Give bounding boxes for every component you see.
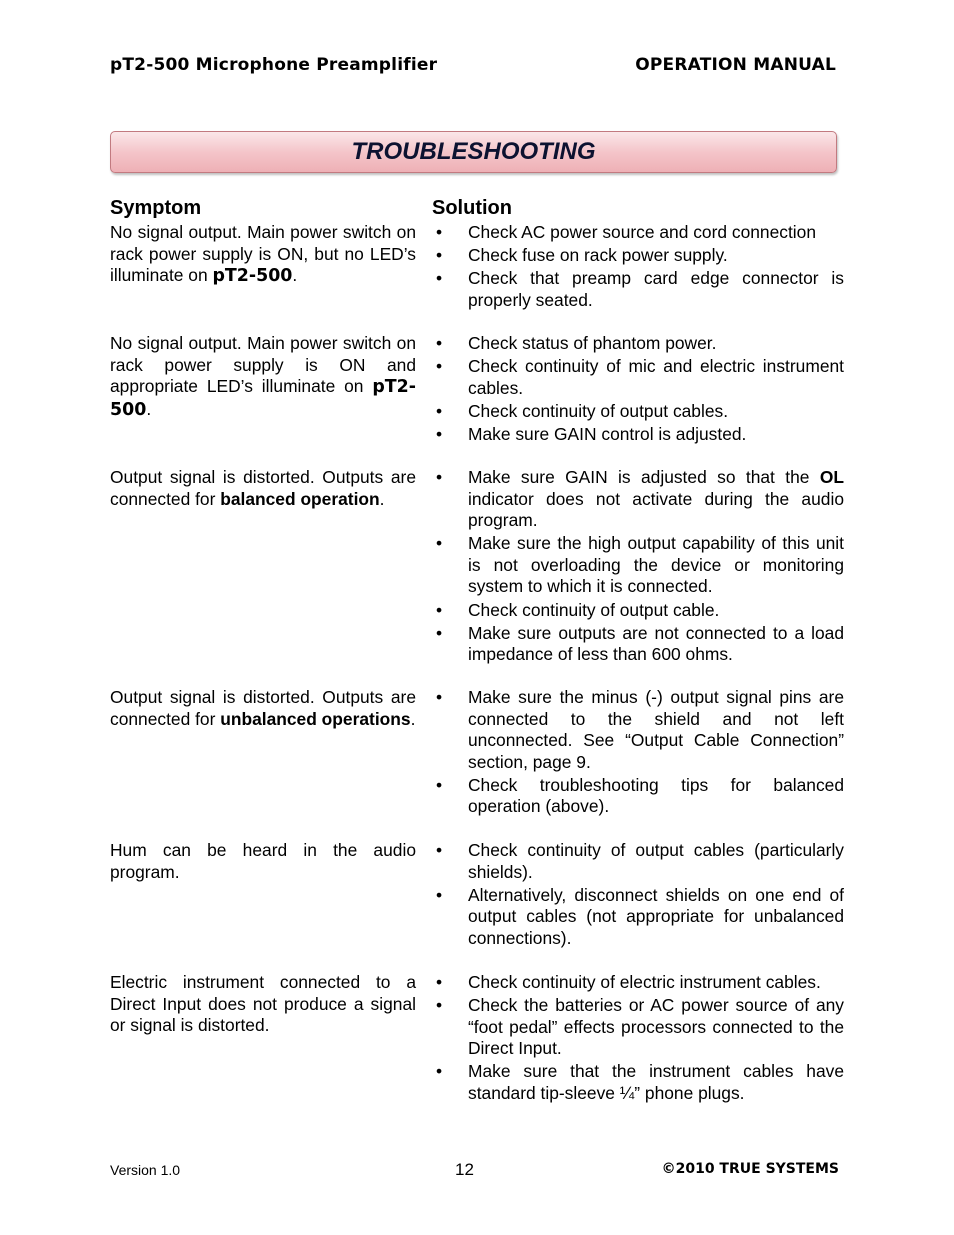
solution-item: • Check troubleshooting tips for balanced operation (above). [436, 774, 844, 817]
solution-item: • Check continuity of output cables. [436, 400, 729, 421]
section-banner [110, 131, 837, 173]
solution-item: • Make sure GAIN control is adjusted. [436, 423, 747, 444]
solution-item: • Make sure the high output capability of this unit is not overloading the device or monitoring system to which it is connected. [436, 533, 844, 597]
solution-list [432, 222, 844, 313]
symptom-column-heading: Symptom [110, 197, 202, 219]
section-title: TROUBLESHOOTING [351, 138, 596, 165]
header-manual-title: OPERATION MANUAL [635, 55, 836, 75]
solution-list [432, 972, 844, 1106]
solution-item: • Check continuity of mic and electric instrument cables. [436, 356, 844, 398]
header-product-name: pT2-500 Microphone Preamplifier [110, 55, 438, 75]
symptom-text: Hum can be heard in the audio program. [110, 840, 416, 882]
symptom-text: Output signal is distorted. Outputs are connected for balanced operation. [110, 467, 416, 509]
footer-copyright: ©2010 TRUE SYSTEMS [661, 1161, 839, 1177]
solution-item: • Make sure that the instrument cables have standard tip-sleeve ¼” phone plugs. [436, 1061, 844, 1103]
solution-item: • Check fuse on rack power supply. [436, 245, 728, 266]
solution-list [432, 467, 844, 667]
solution-item: • Check continuity of output cable. [436, 599, 720, 620]
footer-version: Version 1.0 [110, 1162, 181, 1178]
solution-list [432, 840, 844, 951]
symptom-text: No signal output. Main power switch on rack power supply is ON, but no LED’s illuminate on pT2-500. [110, 222, 416, 287]
solution-item: • Check that preamp card edge connector is properly seated. [436, 268, 844, 310]
solution-item: • Check continuity of electric instrument cables. [436, 972, 821, 992]
symptom-text: No signal output. Main power switch on rack power supply is ON and appropriate LED’s illuminate on pT2-500. [110, 333, 416, 420]
solution-item: • Check AC power source and cord connection [436, 222, 817, 242]
solution-item: • Make sure outputs are not connected to a load impedance of less than 600 ohms. [436, 622, 844, 665]
symptom-text: Electric instrument connected to a Direct Input does not produce a signal or signal is distorted. [110, 972, 416, 1036]
solution-column-heading: Solution [432, 197, 512, 219]
solution-item: • Make sure GAIN is adjusted so that the OL indicator does not activate during the audio program. [436, 467, 844, 531]
solution-list [432, 687, 844, 820]
solution-item: • Make sure the minus (-) output signal pins are connected to the shield and not left unconnected. See “Output Cable Connection” section, page 9. [436, 687, 844, 772]
solution-item: • Check continuity of output cables (particularly shields). [436, 840, 844, 882]
symptom-text: Output signal is distorted. Outputs are connected for unbalanced operations. [110, 687, 416, 729]
solution-item: • Check status of phantom power. [436, 333, 717, 353]
solution-item: • Alternatively, disconnect shields on one end of output cables (not appropriate for unbalanced connections). [436, 884, 844, 948]
solution-list [432, 333, 844, 447]
page-number: 12 [455, 1160, 474, 1179]
solution-item: • Check the batteries or AC power source of any “foot pedal” effects processors connected to the Direct Input. [436, 995, 844, 1059]
